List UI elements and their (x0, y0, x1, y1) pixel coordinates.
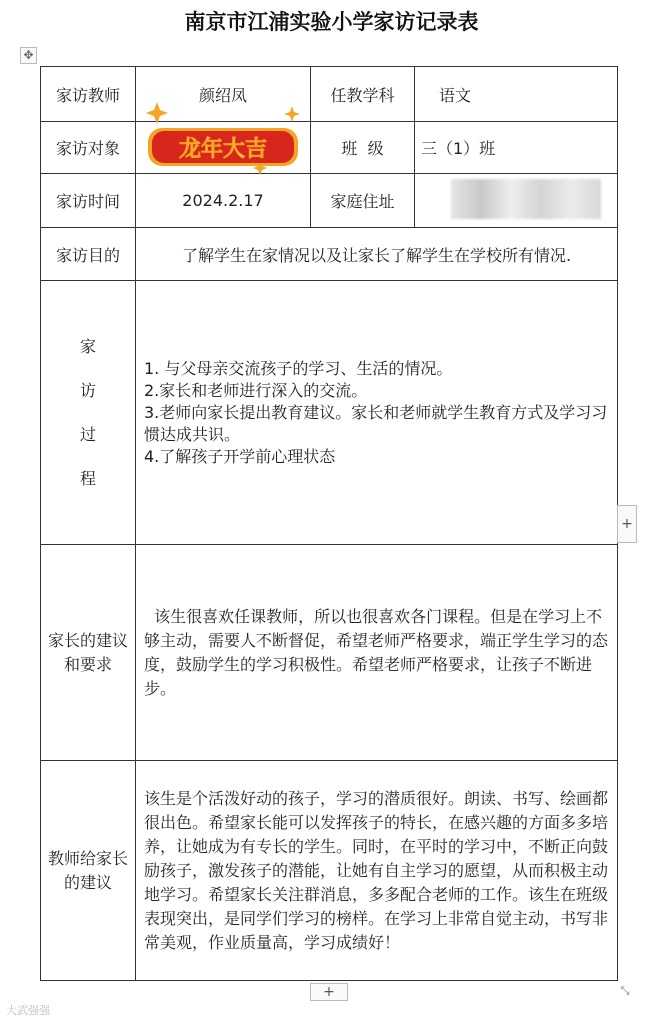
watermark: 大武强强 (6, 1004, 50, 1017)
process-label-char: 过 (79, 424, 96, 444)
dragon-year-sticker (140, 98, 300, 180)
add-column-plus-icon[interactable]: + (617, 505, 637, 543)
process-label (41, 281, 136, 545)
process-item: 4.了解孩子开学前心理状态 (144, 446, 336, 466)
process-label-char: 家 (79, 336, 96, 356)
teacher-advice-label: 教师给家长的建议 (41, 761, 136, 981)
process-label-char: 程 (79, 468, 96, 488)
time-label: 家访时间 (41, 174, 136, 228)
process-item: 3.老师向家长提出教育建议。家长和老师就学生教育方式及学习习惯达成共识。 (144, 402, 608, 444)
teacher-value: 颜绍凤 (136, 67, 311, 122)
class-value: 三（1）班 (415, 122, 618, 174)
purpose-value: 了解学生在家情况以及让家长了解学生在学校所有情况. (136, 228, 618, 281)
teacher-advice-text: 该生是个活泼好动的孩子，学习的潜质很好。朗读、书写、绘画都很出色。希望家长能可以发挥孩子的特长，在感兴趣的方面多多培养，让她成为有专长的学生。同时，在平时的学习中，不断正向鼓励孩子，激发孩子的潜能，让她有自主学习的愿望，从而积极主动地学习。希望家长关注群消息，多多配合老师的工作。该生在班级表现突出，是同学们学习的榜样。在学习上非常自觉主动，书写非常美观，作业质量高，学习成绩好！ (136, 761, 618, 981)
process-item: 1. 与父母亲交流孩子的学习、生活的情况。 (144, 358, 453, 378)
add-row-plus-icon[interactable]: + (310, 983, 348, 1001)
target-label: 家访对象 (41, 122, 136, 174)
class-label: 班 级 (311, 122, 415, 174)
blurred-address (451, 179, 601, 219)
parent-advice-label: 家长的建议和要求 (41, 545, 136, 761)
purpose-label: 家访目的 (41, 228, 136, 281)
sticker-text: 龙年大吉 (178, 137, 268, 162)
subject-value: 语文 (415, 67, 618, 122)
process-content (136, 281, 618, 545)
address-label: 家庭住址 (311, 174, 415, 228)
table-resize-icon[interactable]: ⤡ (620, 984, 630, 997)
address-value-cell (415, 174, 618, 228)
page-title: 南京市江浦实验小学家访记录表 (184, 9, 479, 34)
time-value: 2024.2.17 (136, 174, 311, 228)
table-move-handle-icon[interactable]: ✥ (20, 47, 37, 64)
visit-record-table (40, 66, 618, 981)
teacher-label: 家访教师 (41, 67, 136, 122)
parent-advice-text: 该生很喜欢任课教师，所以也很喜欢各门课程。但是在学习上不够主动，需要人不断督促，希望老师严格要求，端正学生学习的态度，鼓励学生的学习积极性。希望老师严格要求，让孩子不断进步。 (136, 545, 618, 761)
process-label-char: 访 (79, 380, 96, 400)
process-item: 2.家长和老师进行深入的交流。 (144, 380, 368, 400)
subject-label: 任教学科 (311, 67, 415, 122)
